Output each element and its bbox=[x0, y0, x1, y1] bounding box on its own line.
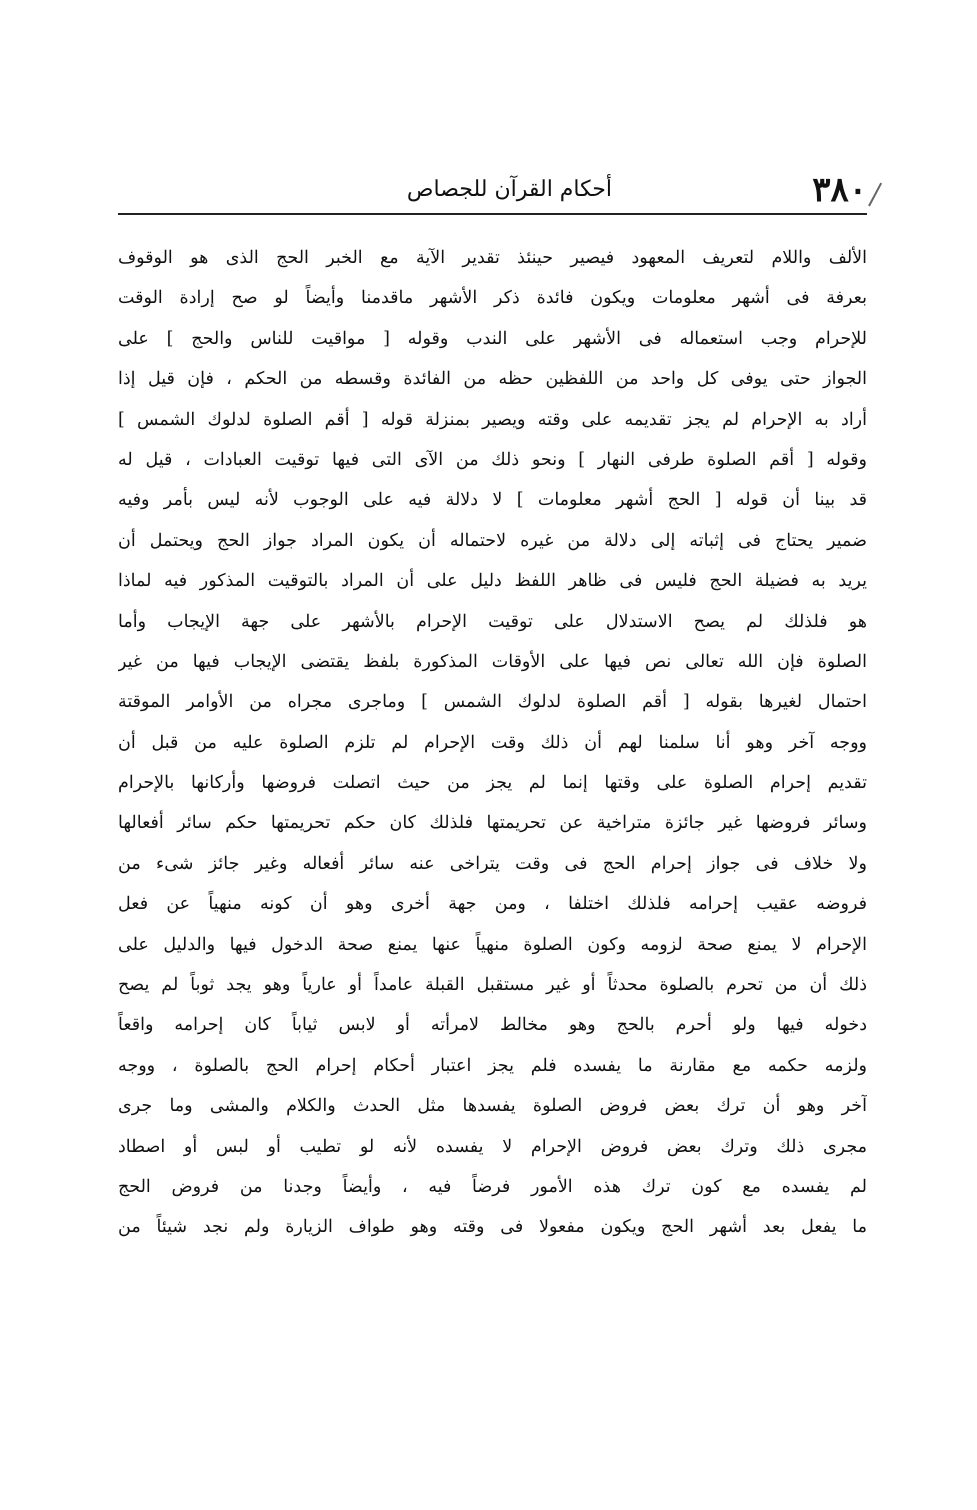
header-rule bbox=[118, 213, 867, 215]
text-line: ولزمه حكمه مع مقارنة ما يفسده فلم يجز اعتبار أحكام إحرام الحج بالصلوة ، ووجه bbox=[118, 1055, 867, 1076]
page-number: ٣٨٠ bbox=[812, 170, 867, 210]
body-text bbox=[118, 238, 867, 1248]
running-title: أحكام القرآن للجصاص bbox=[406, 177, 612, 202]
text-line: احتمال لغيرها بقوله [ أقم الصلوة لدلوك الشمس ] وماجرى مجراه من الأوامر الموقتة bbox=[118, 692, 867, 713]
page-header bbox=[118, 168, 867, 212]
text-line: قد بينا أن قوله [ الحج أشهر معلومات ] لا دلالة فيه على الوجوب لأنه ليس بأمر وفيه bbox=[118, 490, 867, 511]
text-line: دخوله فيها ولو أحرم بالحج وهو مخالط لامرأته أو لابس ثياباً كان إحرامه واقعاً bbox=[118, 1015, 867, 1036]
text-line: ولا خلاف فى جواز إحرام الحج فى وقت يتراخى عنه سائر أفعاله وغير جائز شىء من bbox=[118, 853, 867, 874]
text-line: تقديم إحرام الصلوة على وقتها إنما لم يجز من حيث اتصلت فروضها وأركانها بالإحرام bbox=[118, 773, 867, 794]
text-line: الألف واللام لتعريف المعهود فيصير حينئذ تقدير الآية مع الخبر الحج الذى هو الوقوف bbox=[118, 248, 867, 268]
text-line: يريد به فضيلة الحج فليس فى ظاهر اللفظ دليل على أن المراد بالتوقيت المذكور فيه لماذا bbox=[118, 571, 867, 592]
text-line: ضمير يحتاج فى إثباته إلى دلالة من غيره لاحتماله أن يكون المراد جواز الحج ويحتمل أن bbox=[118, 530, 867, 551]
text-line: الصلوة فإن الله تعالى نص فيها على الأوقات المذكورة بلفظ يقتضى الإيجاب فيها من غير bbox=[118, 651, 867, 672]
text-line: بعرفة فى أشهر معلومات ويكون فائدة ذكر الأشهر ماقدمنا وأيضاً لو صح إرادة الوقت bbox=[118, 288, 867, 309]
text-line: مجرى ذلك وترك بعض فروض الإحرام لا يفسده لأنه لو تطيب أو لبس أو اصطاد bbox=[118, 1136, 867, 1157]
text-line: لم يفسده مع كون ترك هذه الأمور فرضاً فيه ، وأيضاً وجدنا من فروض الحج bbox=[118, 1176, 867, 1197]
scan-mark bbox=[868, 183, 882, 207]
text-line: آخر وهو أن ترك بعض فروض الصلوة يفسدها مثل الحدث والكلام والمشى وما جرى bbox=[118, 1096, 867, 1117]
text-line: هو فلذلك لم يصح الاستدلال على توقيت الإحرام بالأشهر على جهة الإيجاب وأما bbox=[118, 611, 867, 632]
text-line: للإحرام وجب استعماله فى الأشهر على الندب وقوله [ مواقيت للناس والحج ] على bbox=[118, 328, 867, 349]
text-line: الجواز حتى يوفى كل واحد من اللفظين حظه من الفائدة وقسطه من الحكم ، فإن قيل إذا bbox=[118, 369, 867, 390]
text-line: فروضه عقيب إحرامه فلذلك اختلفا ، ومن جهة أخرى وهو أن كونه منهياً عن فعل bbox=[118, 894, 867, 915]
text-line: ذلك أن من تحرم بالصلوة محدثاً أو غير مستقبل القبلة عامداً أو عارياً وهو يجد ثوباً لم يصح bbox=[118, 975, 867, 996]
text-line: ووجه آخر وهو أنا سلمنا لهم أن ذلك وقت الإحرام لم تلزم الصلوة عليه من قبل أن bbox=[118, 732, 867, 753]
text-line: أراد به الإحرام لم يجز تقديمه على وقته ويصير بمنزلة قوله [ أقم الصلوة لدلوك الشمس ] bbox=[118, 409, 867, 430]
text-line: الإحرام لا يمنع صحة لزومه وكون الصلوة منهياً عنها يمنع صحة الدخول فيها والدليل على bbox=[118, 934, 867, 955]
text-line: ما يفعل بعد أشهر الحج ويكون مفعولا فى وقته وهو طواف الزيارة ولم نجد شيئاً من bbox=[118, 1217, 867, 1238]
text-line: وقوله [ أقم الصلوة طرفى النهار ] ونحو ذلك من الآى التى فيها توقيت العبادات ، قيل له bbox=[118, 449, 867, 470]
text-line: وسائر فروضها غير جائزة متراخية عن تحريمتها فلذلك كان حكم تحريمتها حكم سائر أفعالها bbox=[118, 813, 867, 834]
